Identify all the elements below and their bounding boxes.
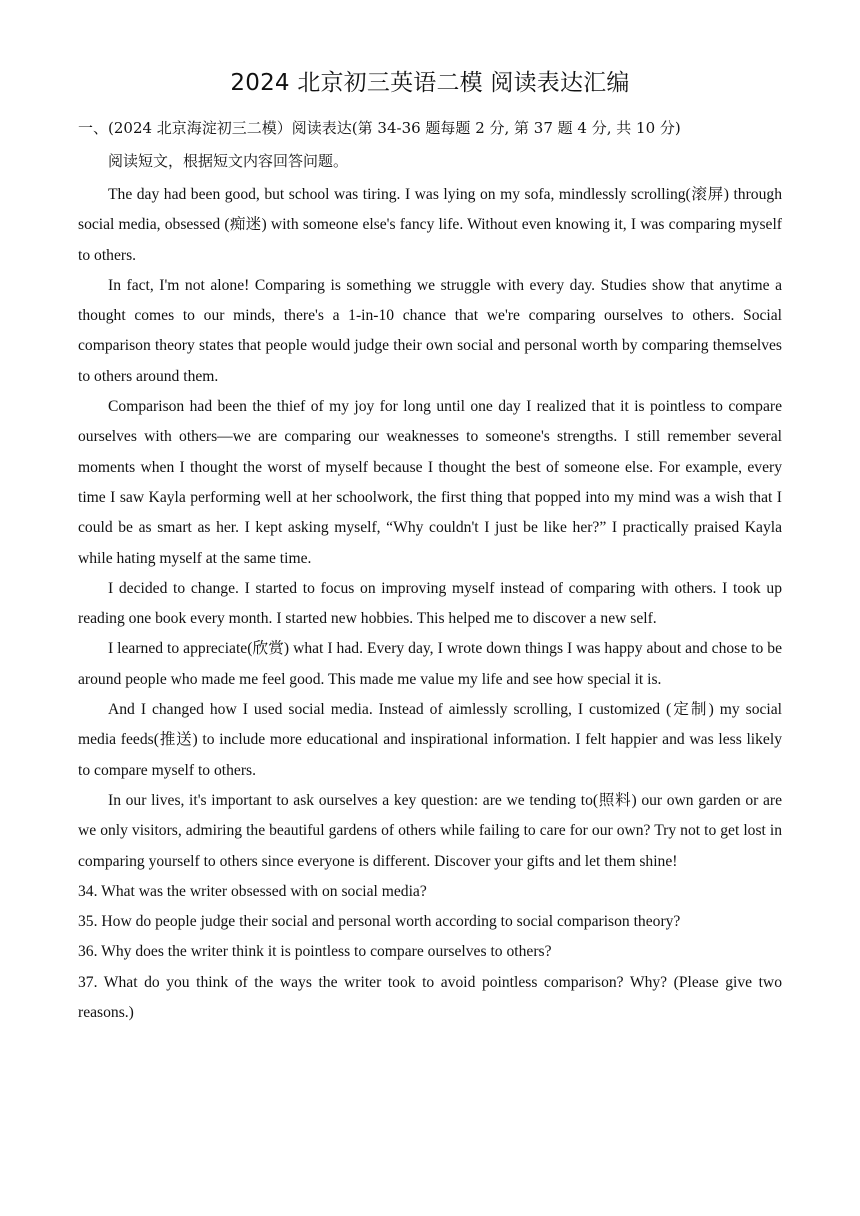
- question-36: 36. Why does the writer think it is pointless to compare ourselves to others?: [78, 943, 552, 961]
- passage-paragraph-7: In our lives, it's important to ask ourselves a key question: are we tending to(照料) our own garden or are we only visitors, admiring the beautiful gardens of others while failing to care for our own? Try not to get lost in comparing yourself to others since everyone is different. Discover your gifts and let them shine!: [78, 791, 782, 870]
- question-34: 34. What was the writer obsessed with on social media?: [78, 882, 427, 900]
- passage-body: [78, 180, 782, 1028]
- passage-paragraph-2: In fact, I'm not alone! Comparing is something we struggle with every day. Studies show that anytime a thought comes to our minds, there's a 1-in-10 chance that we're comparing ourselves to others. Social comparison theory states that people would judge their own social and personal worth by comparing themselves to others around them.: [78, 276, 782, 385]
- passage-paragraph-1: The day had been good, but school was tiring. I was lying on my sofa, mindlessly scrolling(滚屏) through social media, obsessed (痴迷) with someone else's fancy life. Without even knowing it, I was comparing myself to others.: [78, 186, 782, 264]
- passage-paragraph-4: I decided to change. I started to focus on improving myself instead of comparing with others. I took up reading one book every month. I started new hobbies. This helped me to discover a new self.: [78, 579, 782, 628]
- document-title: 2024 北京初三英语二模 阅读表达汇编: [230, 70, 630, 96]
- reading-instruction: 阅读短文，根据短文内容回答问题。: [108, 152, 349, 170]
- question-35: 35. How do people judge their social and personal worth according to social comparison theory?: [78, 913, 681, 931]
- question-37: 37. What do you think of the ways the writer took to avoid pointless comparison? Why? (Please give two reasons.): [78, 973, 782, 1022]
- passage-paragraph-5: I learned to appreciate(欣赏) what I had. Every day, I wrote down things I was happy about and chose to be around people who made me feel good. This made me value my life and see how special it is.: [78, 640, 782, 688]
- passage-paragraph-3: Comparison had been the thief of my joy for long until one day I realized that it is pointless to compare ourselves with others—we are comparing our weaknesses to someone's strengths. I still remember several moments when I thought the worst of myself because I thought the best of someone else. For example, every time I saw Kayla performing well at her schoolwork, the first thing that popped into my mind was a wish that I could be as smart as her. I kept asking myself, “Why couldn't I just be like her?” I practically praised Kayla while hating myself at the same time.: [78, 398, 782, 567]
- passage-paragraph-6: And I changed how I used social media. Instead of aimlessly scrolling, I customized (定制) my social media feeds(推送) to include more educational and inspirational information. I felt happier and was less likely to compare myself to others.: [78, 701, 782, 779]
- section-heading: 一、(2024 北京海淀初三二模）阅读表达(第 34-36 题每题 2 分, 第 37 题 4 分, 共 10 分): [78, 119, 681, 137]
